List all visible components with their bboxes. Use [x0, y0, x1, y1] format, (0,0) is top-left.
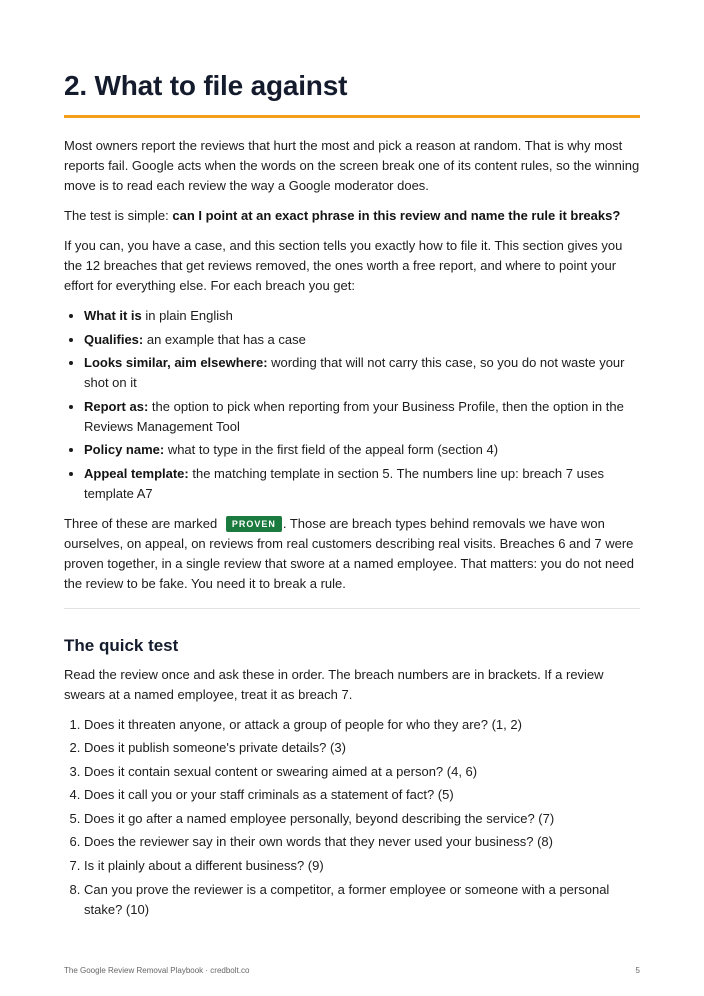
list-item-label: Policy name: — [84, 442, 165, 457]
list-item: 5. Does it go after a named employee personally, beyond describing the service? (7) — [84, 809, 640, 829]
page-number: 5 — [635, 966, 640, 975]
proven-prefix: Three of these are marked — [64, 515, 221, 531]
list-item-text: what to type in the first field of the appeal form (section 4) — [164, 442, 499, 457]
list-item: 6. Does the reviewer say in their own words that they never used your business? (8) — [84, 832, 640, 852]
section-paragraph: If you can, you have a case, and this section tells you exactly how to file it. This section gives you the 12 breaches that get reviews removed, the ones worth a free report, and where to point your effort for everything else. For each breach you get: — [64, 238, 623, 293]
list-item: 1. Does it threaten anyone, or attack a group of people for who they are? (1, 2) — [84, 715, 640, 735]
list-item — [84, 397, 640, 437]
document-body — [64, 136, 640, 923]
list-item-text: the option to pick when reporting from your Business Profile, then the option in the Reviews Management Tool — [84, 398, 624, 434]
list-item — [84, 330, 640, 350]
quick-test-list — [64, 715, 640, 920]
list-item-text: wording that will not carry this case, so you do not waste your shot on it — [84, 355, 625, 390]
list-item — [84, 306, 640, 326]
list-item-label: Looks similar, aim elsewhere: — [84, 355, 268, 370]
test-paragraph — [64, 206, 640, 226]
section-divider — [64, 608, 640, 609]
list-item-text: an example that has a case — [143, 331, 306, 347]
breach-fields-list — [64, 306, 640, 504]
page-title: 2. What to file against — [64, 70, 348, 101]
list-item-text: in plain English — [141, 308, 233, 323]
list-item — [84, 440, 640, 460]
test-prefix: The test is simple: — [64, 208, 173, 223]
quick-test-intro: Read the review once and ask these in order. The breach numbers are in brackets. If a review swears at a named employee, treat it as breach 7. — [64, 666, 604, 702]
list-item — [84, 464, 640, 504]
list-item: 2. Does it publish someone's private details? (3) — [84, 738, 640, 758]
list-item-label: Appeal template: — [84, 465, 189, 481]
test-question: can I point at an exact phrase in this review and name the rule it breaks? — [172, 208, 621, 223]
page-footer — [64, 966, 640, 975]
list-item — [84, 353, 640, 393]
proven-badge: PROVEN — [226, 516, 282, 532]
list-item-label: Qualifies: — [84, 331, 144, 347]
list-item: 3. Does it contain sexual content or swearing aimed at a person? (4, 6) — [84, 762, 640, 782]
list-item: 7. Is it plainly about a different business? (9) — [84, 856, 640, 876]
proven-paragraph — [64, 514, 640, 594]
list-item: 4. Does it call you or your staff criminals as a statement of fact? (5) — [84, 785, 640, 805]
intro-paragraph: Most owners report the reviews that hurt the most and pick a reason at random. That is why most reports fail. Google acts when the words on the screen break one of its content rules, so the winning move is to read each review the way a Google moderator does. — [64, 138, 640, 193]
list-item: 8. Can you prove the reviewer is a competitor, a former employee or someone with a personal stake? (10) — [84, 880, 640, 920]
title-underline — [64, 115, 640, 118]
footer-text: The Google Review Removal Playbook · credbolt.co — [64, 966, 250, 975]
proven-suffix: . Those are breach types behind removals we have won ourselves, on appeal, on reviews from real customers describing real visits. Breaches 6 and 7 were proven together, in a single review that swore at a named employee. That matters: you do not need the review to be fake. You need it to break a rule. — [64, 515, 634, 591]
list-item-label: Report as: — [84, 398, 149, 414]
quick-test-heading: The quick test — [64, 635, 179, 655]
list-item-text: the matching template in section 5. The numbers line up: breach 7 uses template A7 — [84, 465, 605, 501]
list-item-label: What it is — [84, 308, 142, 323]
